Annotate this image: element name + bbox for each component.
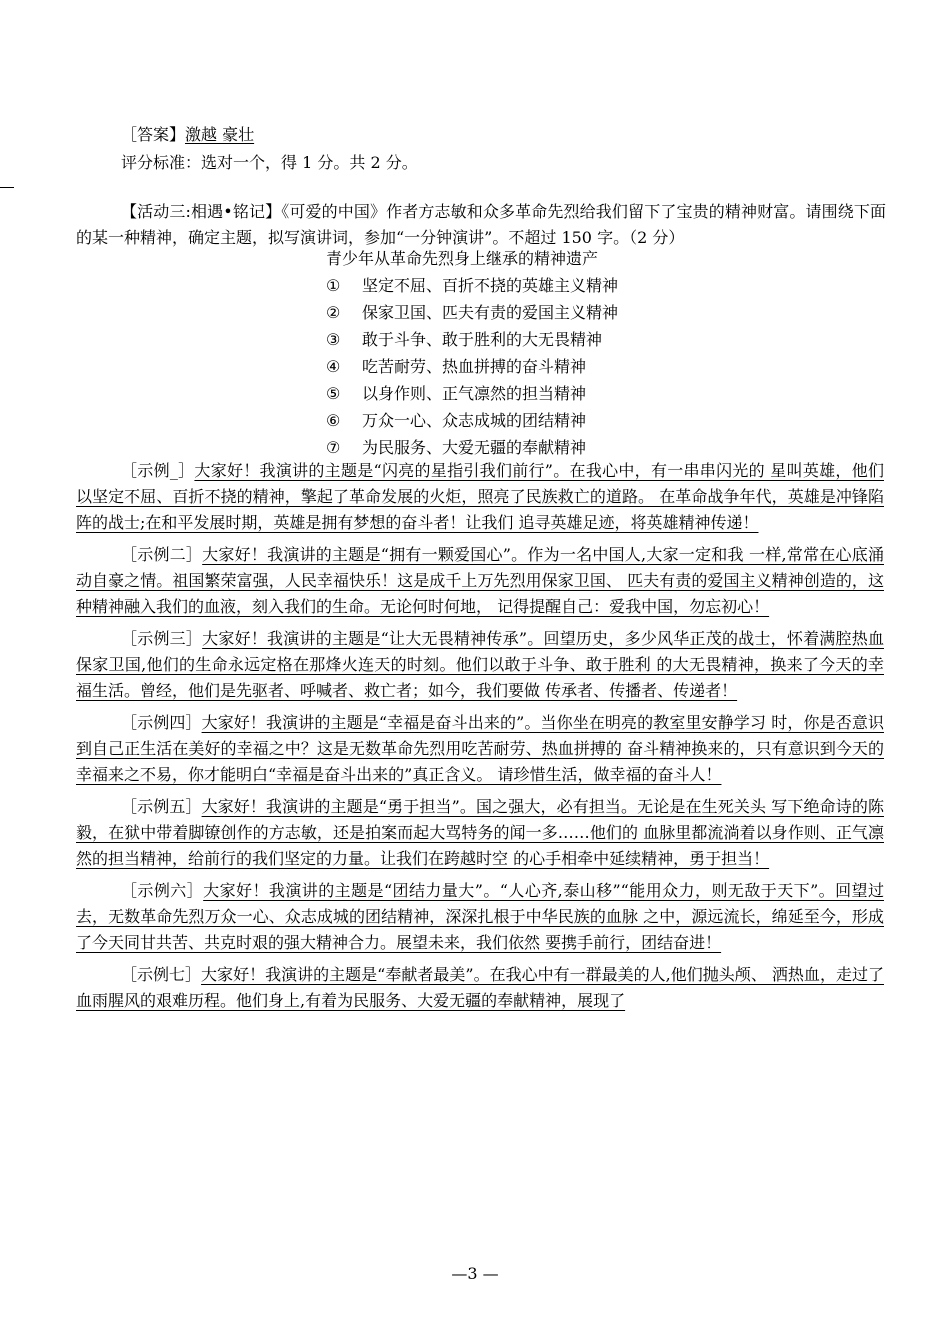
spirit-list (326, 245, 618, 461)
scoring-standard: 评分标准：选对一个，得 1 分。共 2 分。 (121, 153, 418, 172)
example-text: 大家好！我演讲的主题是“幸福是奋斗出来的”。当你坐在明亮的教室里安静学习 时，你是否意识到自己正生活在美好的幸福之中？这是无数革命先烈用吃苦耐劳、热血拼搏的 奋斗精神换来的，只有意识到今天的幸福来之不易，你才能明白“幸福是奋斗出来的”真正含义。 请珍惜生活，做幸福的奋斗人！ (76, 713, 884, 784)
example-label: ［示例二］ (121, 545, 203, 564)
example-text: 大家好！我演讲的主题是“让大无畏精神传承”。回望历史，多少风华正茂的战士，怀着满腔热血保家卫国,他们的生命永远定格在那烽火连天的时刻。他们以敢于斗争、敢于胜利 的大无畏精神，换来了今天的幸福生活。曾经，他们是先驱者、呼喊者、救亡者；如今，我们要做 传承者、传播者、传递者！ (76, 629, 884, 700)
spirit-item: ⑥ 万众一心、众志成城的团结精神 (326, 411, 587, 430)
example-label: ［示例_］ (121, 461, 195, 480)
spirit-item: ④ 吃苦耐劳、热血拼搏的奋斗精神 (326, 357, 587, 376)
examples-section (76, 458, 884, 1020)
example-text: 大家好！我演讲的主题是“奉献者最美”。在我心中有一群最美的人,他们抛头颅、 洒热血，走过了血雨腥风的艰难历程。他们身上,有着为民服务、大爱无疆的奉献精神，展现了 (76, 965, 884, 1010)
spirit-list-title: 青少年从革命先烈身上继承的精神遗产 (326, 249, 599, 268)
spirit-item: ① 坚定不屈、百折不挠的英雄主义精神 (326, 276, 619, 295)
edge-mark (0, 187, 14, 188)
example-text: 大家好！我演讲的主题是“团结力量大”。“人心齐,泰山移”“能用众力，则无敌于天下”。回望过去，无数革命先烈万众一心、众志成城的团结精神，深深扎根于中华民族的血脉 之中，源远流长，绵延至今，形成了今天同甘共苦、共克时艰的强大精神合力。展望未来，我们依然 要携手前行，团结奋进！ (76, 881, 884, 952)
spirit-item: ③ 敢于斗争、敢于胜利的大无畏精神 (326, 330, 603, 349)
example-paragraph (76, 542, 884, 620)
example-paragraph (76, 458, 884, 536)
answer-label: ［答案】 (121, 125, 186, 144)
example-label: ［示例四］ (121, 713, 202, 732)
spirit-item: ② 保家卫国、匹夫有责的爱国主义精神 (326, 303, 619, 322)
spirit-item: ⑦ 为民服务、大爱无疆的奉献精神 (326, 438, 587, 457)
example-label: ［示例六］ (121, 881, 204, 900)
spirit-item: ⑤ 以身作则、正气凛然的担当精神 (326, 384, 587, 403)
example-label: ［示例七］ (121, 965, 202, 984)
example-paragraph (76, 626, 884, 704)
example-label: ［示例五］ (121, 797, 202, 816)
example-paragraph (76, 710, 884, 788)
example-label: ［示例三］ (121, 629, 203, 648)
answer-value: 激越 豪壮 (185, 125, 255, 144)
example-paragraph (76, 962, 884, 1014)
example-text: 大家好！我演讲的主题是“拥有一颗爱国心”。作为一名中国人,大家一定和我 一样,常常在心底涌动自豪之情。祖国繁荣富强，人民幸福快乐！这是成千上万先烈用保家卫国、 匹夫有责的爱国主义精神创造的，这种精神融入我们的血液，刻入我们的生命。无论何时何地， 记得提醒自己：爱我中国，勿忘初心！ (76, 545, 884, 616)
page-number: —3 — (451, 1264, 499, 1283)
activity-prompt: 【活动三:相遇•铭记】《可爱的中国》作者方志敏和众多革命先烈给我们留下了宝贵的精神财富。请围绕下面的某一种精神，确定主题，拟写演讲词，参加“一分钟演讲”。不超过 150 字。（2 分） (76, 202, 886, 247)
answer-line (121, 124, 254, 146)
example-paragraph (76, 794, 884, 872)
example-text: 大家好！我演讲的主题是“闪亮的星指引我们前行”。在我心中，有一串串闪光的 星叫英雄，他们以坚定不屈、百折不挠的精神，擎起了革命发展的火炬，照亮了民族救亡的道路。 在革命战争年代，英雄是冲锋陷阵的战士;在和平发展时期，英雄是拥有梦想的奋斗者！让我们 追寻英雄足迹，将英雄精神传递！ (76, 461, 884, 532)
example-text: 大家好！我演讲的主题是“勇于担当”。国之强大，必有担当。无论是在生死关头 写下绝命诗的陈毅，在狱中带着脚镣创作的方志敏，还是拍案而起大骂特务的闻一多……他们的 血脉里都流淌着以身作则、正气凛然的担当精神，给前行的我们坚定的力量。让我们在跨越时空 的心手相牵中延续精神，勇于担当！ (76, 797, 884, 868)
example-paragraph (76, 878, 884, 956)
